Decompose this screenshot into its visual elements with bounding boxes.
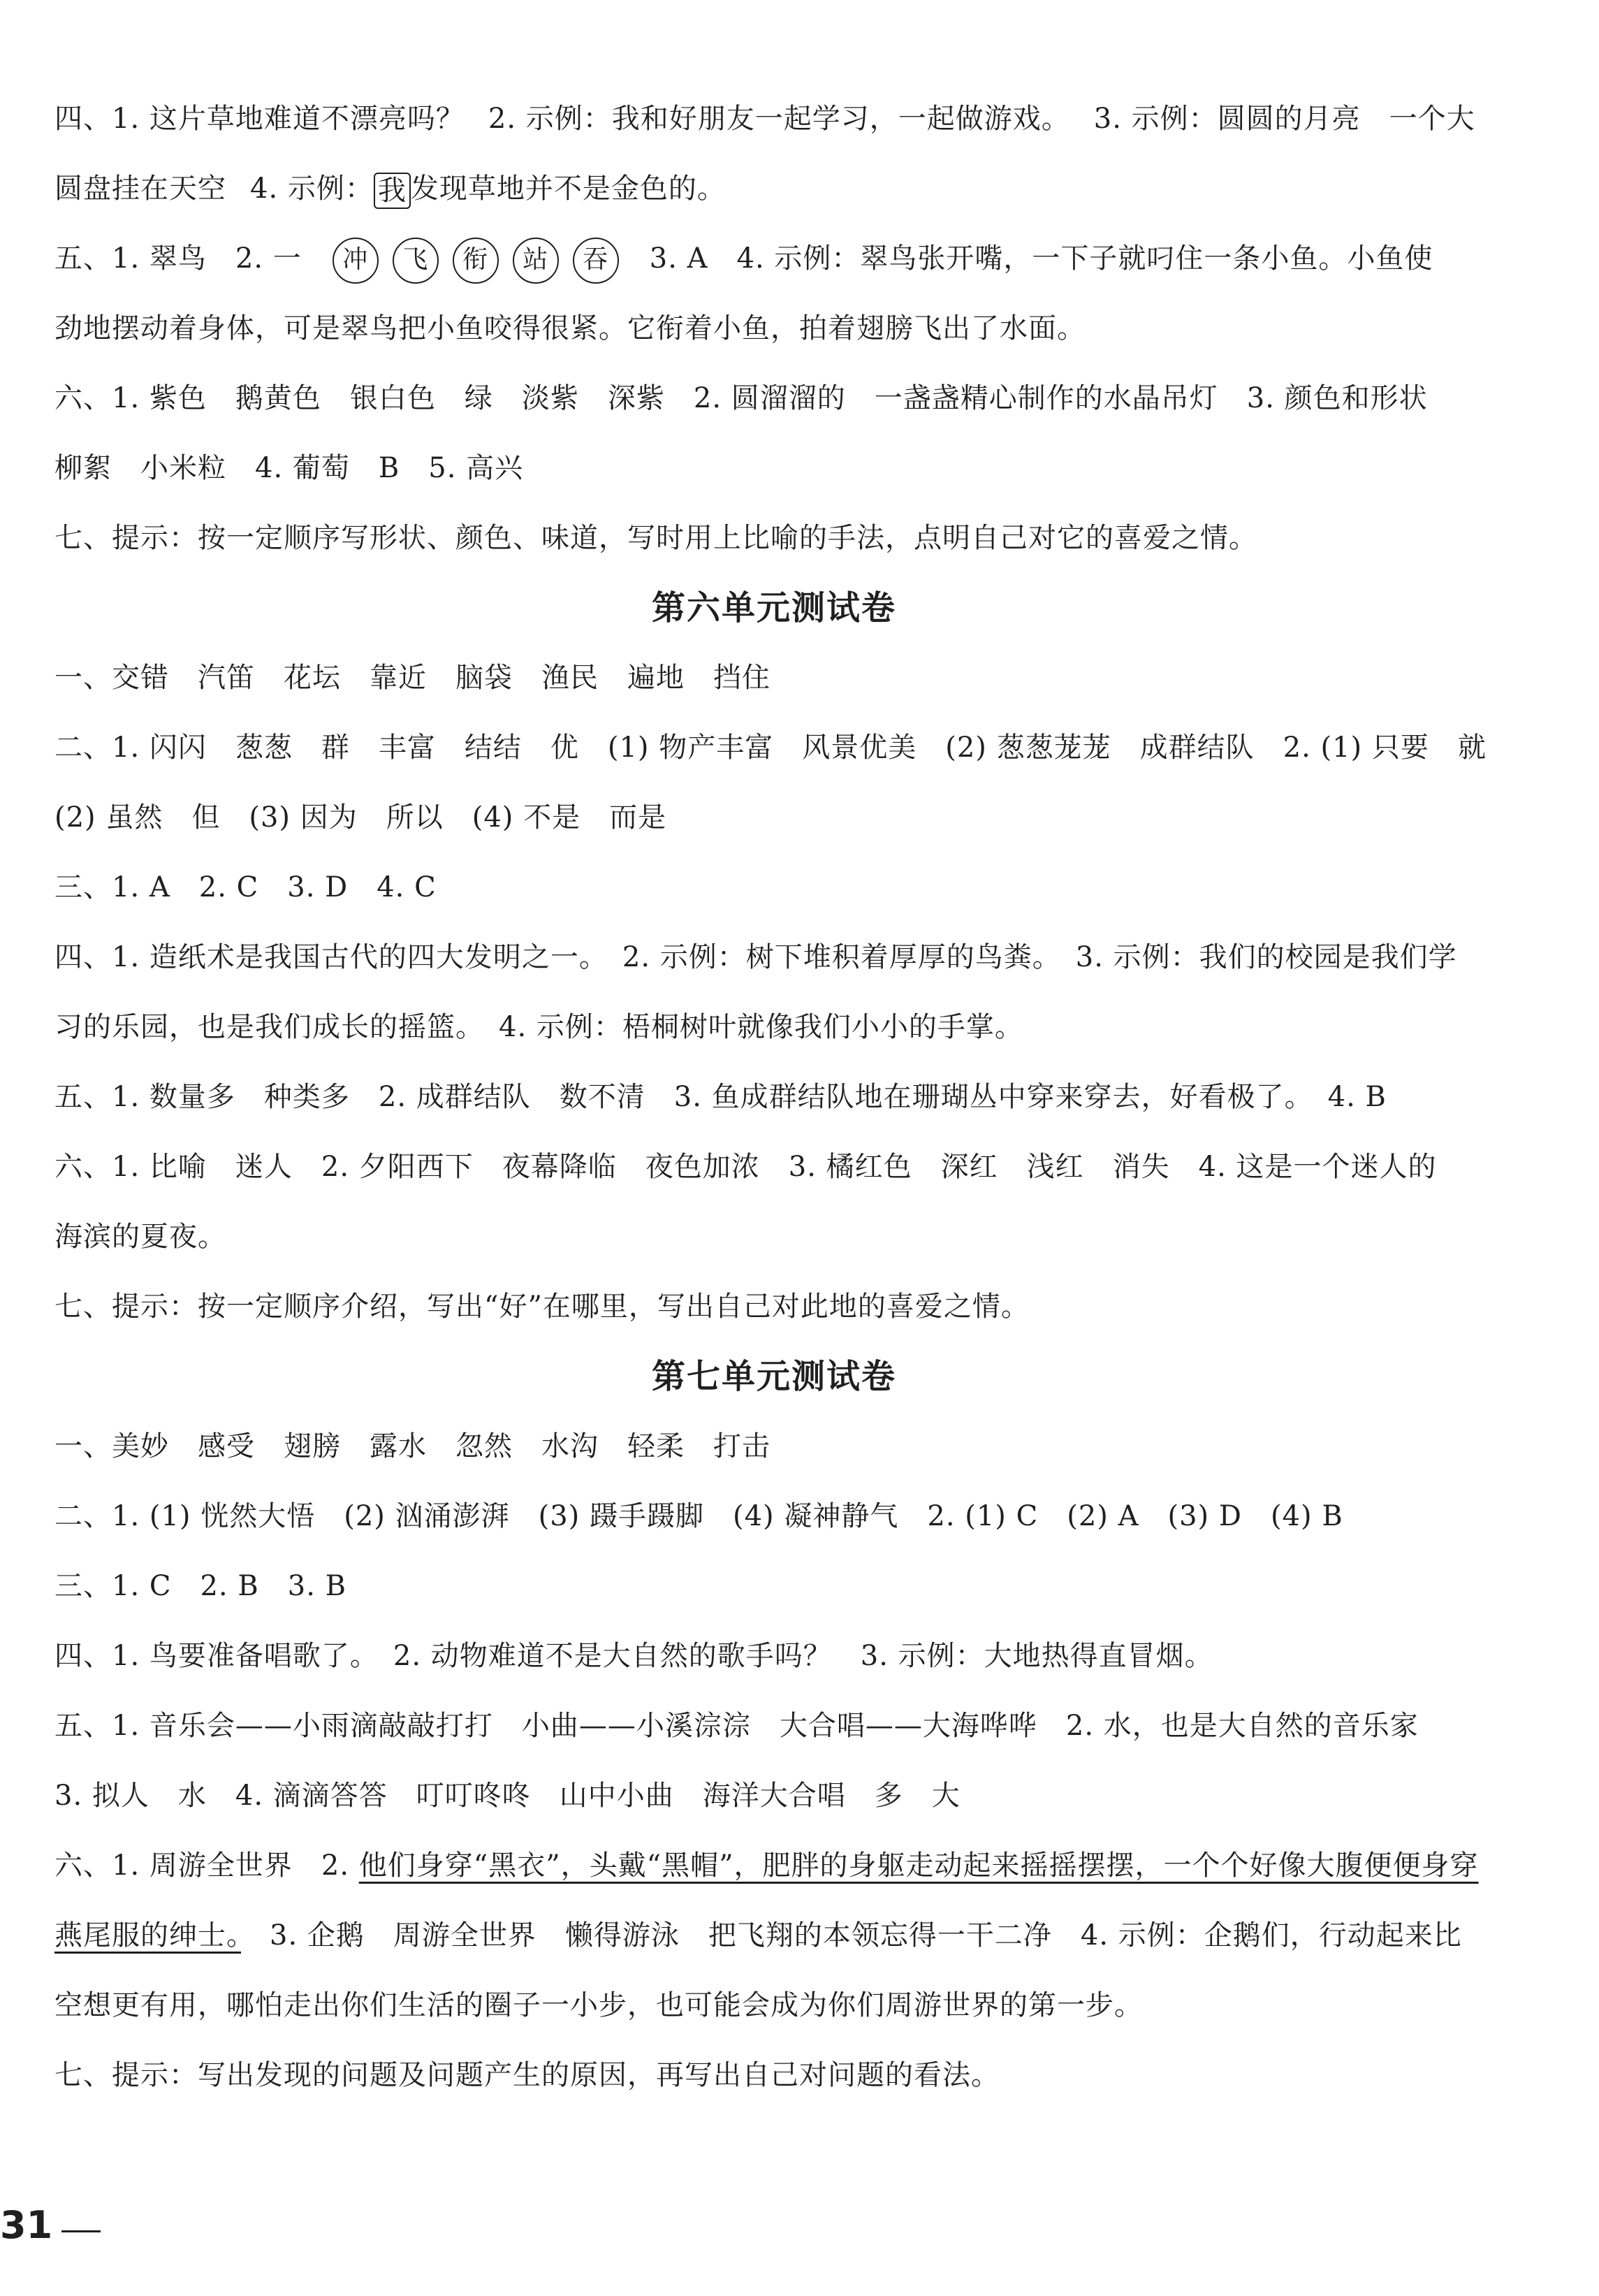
answer-line: 一、美妙 感受 翅膀 露水 忽然 水沟 轻柔 打击 [54, 1430, 771, 1462]
answer-line: 四、1. 鸟要准备唱歌了。 2. 动物难道不是大自然的歌手吗？ 3. 示例：大地热得直冒烟。 [54, 1640, 1213, 1672]
page-number: 31 [0, 2203, 53, 2247]
answer-line: 四、1. 这片草地难道不漂亮吗？ 2. 示例：我和好朋友一起学习，一起做游戏。 3. 示例：圆圆的月亮 一个大 [54, 103, 1475, 135]
underlined-answer: 燕尾服的绅士。 [54, 1919, 241, 1952]
answer-line: 五、1. 音乐会——小雨滴敲敲打打 小曲——小溪淙淙 大合唱——大海哗哗 2. 水，也是大自然的音乐家 [54, 1710, 1419, 1742]
circled-character: 站 [513, 238, 559, 284]
answer-line: 3. 拟人 水 4. 滴滴答答 叮叮咚咚 山中小曲 海洋大合唱 多 大 [54, 1780, 961, 1812]
answer-line: 三、1. A 2. C 3. D 4. C [54, 871, 437, 903]
answer-line: 圆盘挂在天空 4. 示例： 我 发现草地并不是金色的。 [54, 154, 1494, 224]
answer-line: (2) 虽然 但 (3) 因为 所以 (4) 不是 而是 [54, 801, 667, 834]
answer-line: 六、1. 紫色 鹅黄色 银白色 绿 淡紫 深紫 2. 圆溜溜的 一盏盏精心制作的水晶吊灯 3. 颜色和形状 [54, 382, 1428, 414]
section-title: 第七单元测试卷 [651, 1357, 896, 1396]
circled-character: 衔 [453, 238, 499, 284]
answer-line: 二、1. 闪闪 葱葱 群 丰富 结结 优 (1) 物产丰富 风景优美 (2) 葱葱茏茏 成群结队 2. (1) 只要 就 [54, 732, 1487, 764]
answer-line: 柳絮 小米粒 4. 葡萄 B 5. 高兴 [54, 452, 524, 484]
page-number-rule [61, 2230, 101, 2232]
answer-line: 六、1. 比喻 迷人 2. 夕阳西下 夜幕降临 夜色加浓 3. 橘红色 深红 浅红 消失 4. 这是一个迷人的 [54, 1151, 1437, 1183]
answer-line: 劲地摆动着身体，可是翠鸟把小鱼咬得很紧。它衔着小鱼，拍着翅膀飞出了水面。 [54, 312, 1086, 344]
answer-line: 二、1. (1) 恍然大悟 (2) 汹涌澎湃 (3) 蹑手蹑脚 (4) 凝神静气 2. (1) C (2) A (3) D (4) B [54, 1500, 1343, 1532]
answer-page [54, 84, 1494, 2110]
answer-line: 海滨的夏夜。 [54, 1221, 226, 1253]
answer-line: 四、1. 造纸术是我国古代的四大发明之一。 2. 示例：树下堆积着厚厚的鸟粪。 3. 示例：我们的校园是我们学 [54, 941, 1457, 973]
answer-line: 六、1. 周游全世界 2. 他们身穿“黑衣”，头戴“黑帽”，肥胖的身躯走动起来摇摇摆摆，一个个好像大腹便便身穿 [54, 1850, 1479, 1882]
answer-line: 五、1. 数量多 种类多 2. 成群结队 数不清 3. 鱼成群结队地在珊瑚丛中穿来穿去，好看极了。 4. B [54, 1081, 1387, 1113]
circled-character: 飞 [393, 238, 439, 284]
answer-line: 三、1. C 2. B 3. B [54, 1570, 347, 1602]
answer-line: 一、交错 汽笛 花坛 靠近 脑袋 渔民 遍地 挡住 [54, 662, 771, 694]
answer-line: 七、提示：按一定顺序写形状、颜色、味道，写时用上比喻的手法，点明自己对它的喜爱之情。 [54, 522, 1257, 554]
answer-line: 燕尾服的绅士。 3. 企鹅 周游全世界 懒得游泳 把飞翔的本领忘得一干二净 4. 示例：企鹅们，行动起来比 [54, 1919, 1462, 1952]
answer-line: 五、1. 翠鸟 2. 一 冲 飞 衔 站 吞 3. A 4. 示例：翠鸟张开嘴，一下子就叼住一条小鱼。小鱼使 [54, 224, 1494, 293]
circled-character: 吞 [573, 238, 619, 284]
underlined-answer: 他们身穿“黑衣”，头戴“黑帽”，肥胖的身躯走动起来摇摇摆摆，一个个好像大腹便便身穿 [358, 1850, 1479, 1882]
answer-line: 七、提示：写出发现的问题及问题产生的原因，再写出自己对问题的看法。 [54, 2059, 1000, 2091]
answer-line: 空想更有用，哪怕走出你们生活的圈子一小步，也可能会成为你们周游世界的第一步。 [54, 1989, 1143, 2021]
insertion-mark: 我 [374, 173, 411, 209]
section-title: 第六单元测试卷 [651, 588, 896, 627]
circled-character: 冲 [333, 238, 379, 284]
answer-line: 七、提示：按一定顺序介绍，写出“好”在哪里，写出自己对此地的喜爱之情。 [54, 1291, 1030, 1323]
answer-line: 习的乐园，也是我们成长的摇篮。 4. 示例：梧桐树叶就像我们小小的手掌。 [54, 1011, 1023, 1043]
